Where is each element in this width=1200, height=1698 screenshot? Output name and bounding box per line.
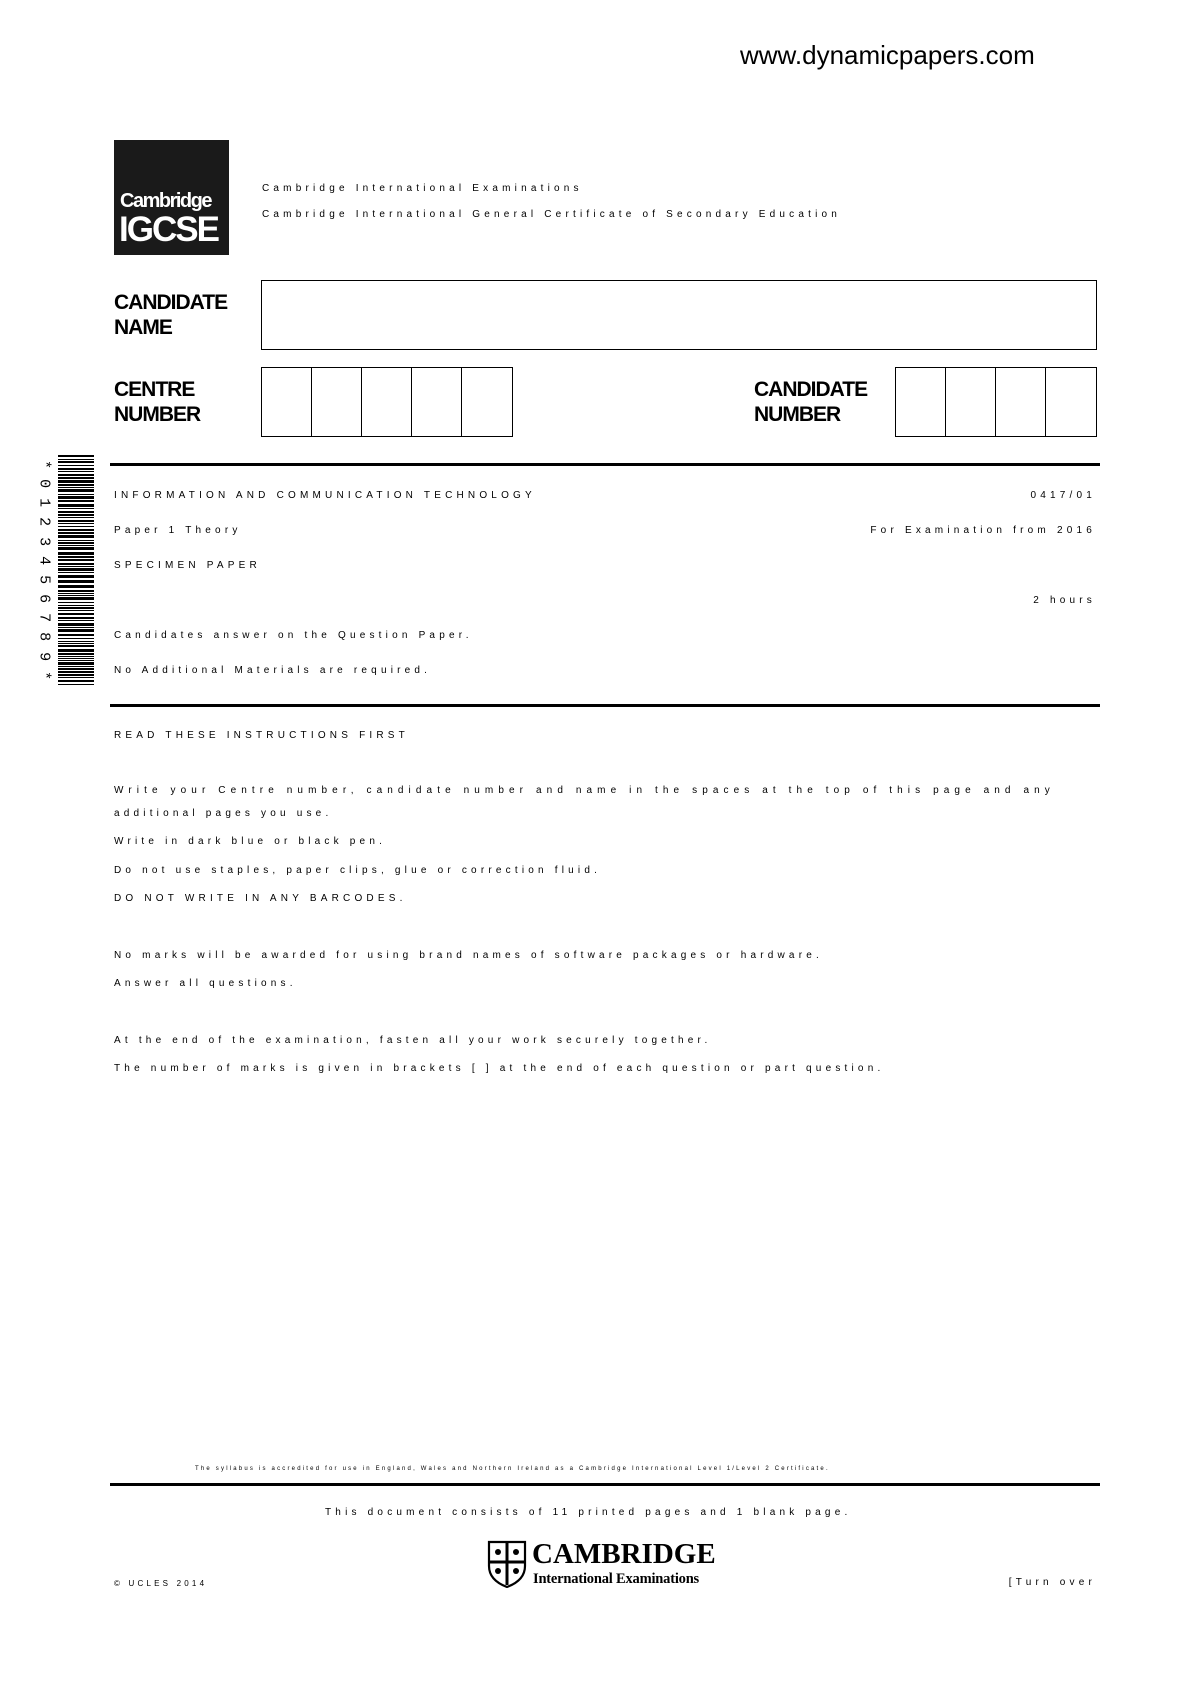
- candidate-number-label: [754, 377, 867, 427]
- barcode-bar: [58, 595, 94, 596]
- brand-subtitle: International Examinations: [533, 1571, 700, 1587]
- instruction-line: DO NOT WRITE IN ANY BARCODES.: [114, 893, 407, 904]
- barcode-bar: [58, 489, 94, 492]
- barcode-bar: [58, 455, 94, 457]
- instruction-line: Do not use staples, paper clips, glue or correction fluid.: [114, 865, 602, 876]
- barcode-bar: [58, 627, 94, 628]
- duration: 2 hours: [1033, 595, 1096, 606]
- barcode-bar: [58, 468, 94, 470]
- barcode-bar: [58, 487, 94, 488]
- barcode-bar: [58, 585, 94, 588]
- barcode-digit: 0: [35, 479, 53, 489]
- bottom-rule: [110, 1483, 1100, 1486]
- candidate-name-field[interactable]: [261, 280, 1097, 350]
- barcode-bar: [58, 620, 94, 621]
- barcode-bar: [58, 575, 94, 578]
- syllabus-note: The syllabus is accredited for use in England, Wales and Northern Ireland as a Cambridge International Level 1/Level 2 Certificate.: [195, 1466, 830, 1472]
- brand-name: CAMBRIDGE: [532, 1538, 716, 1570]
- copyright: © UCLES 2014: [114, 1579, 208, 1588]
- pages-note: This document consists of 11 printed pages and 1 blank page.: [325, 1507, 852, 1518]
- barcode-bar: [58, 668, 94, 670]
- candidate-number-label-line1: CANDIDATE: [754, 378, 868, 401]
- barcode-bar: [58, 649, 94, 652]
- barcode-bar: [58, 563, 94, 565]
- barcode-bar: [58, 568, 94, 571]
- barcode-bar: [58, 602, 94, 603]
- barcode-bar: [58, 504, 94, 507]
- barcode-bar: [58, 474, 94, 476]
- barcode-bar: [58, 500, 94, 502]
- turn-over: [Turn over: [1008, 1577, 1096, 1588]
- barcode-bar: [58, 508, 94, 509]
- barcode-bar: [58, 540, 94, 541]
- barcode-bar: [58, 597, 94, 600]
- barcode-bar: [58, 680, 94, 682]
- barcode-bar: [58, 526, 94, 527]
- barcode-bar: [58, 638, 94, 639]
- qualification: Cambridge International General Certificate of Secondary Education: [262, 209, 842, 220]
- barcode-bar: [58, 671, 94, 673]
- centre-number-divider: [361, 368, 362, 436]
- top-rule: [110, 463, 1100, 466]
- barcode-bar: [58, 484, 94, 486]
- candidate-number-field[interactable]: [895, 367, 1097, 437]
- barcode-bar: [58, 610, 94, 611]
- answer-on: Candidates answer on the Question Paper.: [114, 630, 473, 641]
- instruction-line: Answer all questions.: [114, 978, 297, 989]
- barcode-digit: 2: [35, 517, 53, 527]
- candidate-number-label-line2: NUMBER: [754, 403, 841, 426]
- barcode-bar: [58, 480, 94, 483]
- barcode-digit: 8: [35, 632, 53, 642]
- barcode-digit: 1: [35, 498, 53, 508]
- candidate-number-divider: [1045, 368, 1046, 436]
- barcode-bar: [58, 593, 94, 594]
- barcode-digit: 9: [35, 651, 53, 661]
- cambridge-crest-icon: [487, 1540, 527, 1588]
- barcode-bar: [58, 617, 94, 619]
- centre-number-label: [114, 377, 200, 427]
- barcode-bar: [58, 523, 94, 524]
- barcode-bar: [58, 552, 94, 555]
- barcode-bar: [58, 556, 94, 558]
- barcode-bar: [58, 471, 94, 472]
- barcode-bar: [58, 666, 94, 667]
- barcode-bar: [58, 580, 94, 583]
- instruction-line: Write in dark blue or black pen.: [114, 836, 387, 847]
- centre-number-label-line1: CENTRE: [114, 378, 195, 401]
- barcode-bar: [58, 461, 94, 463]
- centre-number-field[interactable]: [261, 367, 513, 437]
- exam-board: Cambridge International Examinations: [262, 183, 583, 194]
- paper-name: Paper 1 Theory: [114, 525, 242, 536]
- barcode-digit: 5: [35, 575, 53, 585]
- barcode-digit: 6: [35, 594, 53, 604]
- barcode-bar: [58, 572, 94, 573]
- barcode-bar: [58, 532, 94, 534]
- candidate-number-divider: [995, 368, 996, 436]
- barcode-bar: [58, 459, 94, 460]
- centre-number-label-line2: NUMBER: [114, 403, 201, 426]
- barcode-bar: [58, 634, 94, 636]
- instruction-line: The number of marks is given in brackets [ ] at the end of each question or part question.: [114, 1063, 885, 1074]
- barcode-bar: [58, 613, 94, 615]
- instructions-heading: READ THESE INSTRUCTIONS FIRST: [114, 730, 409, 741]
- instruction-line: At the end of the examination, fasten all your work securely together.: [114, 1035, 712, 1046]
- barcode-bar: [58, 547, 94, 550]
- barcode-bar: [58, 590, 94, 592]
- barcode-bar: [58, 605, 94, 606]
- barcode-bar: [58, 559, 94, 561]
- barcode-bar: [58, 496, 94, 499]
- barcode-bar: [58, 674, 94, 676]
- subject-title: INFORMATION AND COMMUNICATION TECHNOLOGY: [114, 490, 536, 501]
- specimen-paper: SPECIMEN PAPER: [114, 560, 261, 571]
- candidate-name-label-line1: CANDIDATE: [114, 291, 228, 314]
- barcode-bar: [58, 662, 94, 665]
- instruction-line: Write your Centre number, candidate number and name in the spaces at the top of this page and any: [114, 785, 1055, 796]
- barcode-bar: [58, 477, 94, 479]
- materials: No Additional Materials are required.: [114, 665, 432, 676]
- barcode-digit: 3: [35, 536, 53, 546]
- barcode-bar: [58, 641, 94, 642]
- barcode-bar: [58, 677, 94, 678]
- syllabus-code: 0417/01: [1030, 490, 1096, 501]
- barcode: [58, 455, 94, 685]
- barcode-bar: [58, 656, 94, 657]
- barcode-digit: *: [35, 460, 53, 470]
- centre-number-divider: [411, 368, 412, 436]
- instruction-line: No marks will be awarded for using brand names of software packages or hardware.: [114, 950, 823, 961]
- barcode-bar: [58, 520, 94, 522]
- barcode-digits: [36, 455, 52, 685]
- barcode-bar: [58, 660, 94, 661]
- barcode-bar: [58, 514, 94, 516]
- barcode-bar: [58, 529, 94, 531]
- barcode-bar: [58, 623, 94, 626]
- instruction-line: additional pages you use.: [114, 808, 333, 819]
- barcode-bar: [58, 658, 94, 659]
- cambridge-igcse-logo: [114, 140, 229, 255]
- barcode-bar: [58, 629, 94, 632]
- barcode-digit: *: [35, 670, 53, 680]
- logo-line2: IGCSE: [119, 210, 218, 249]
- barcode-bar: [58, 645, 94, 647]
- barcode-bar: [58, 545, 94, 546]
- middle-rule: [110, 704, 1100, 707]
- barcode-bar: [58, 542, 94, 544]
- candidate-name-label: [114, 290, 227, 340]
- centre-number-divider: [311, 368, 312, 436]
- candidate-number-divider: [945, 368, 946, 436]
- barcode-bar: [58, 684, 94, 685]
- barcode-digit: 4: [35, 555, 53, 565]
- watermark-url: www.dynamicpapers.com: [740, 40, 1035, 70]
- barcode-bar: [58, 566, 94, 567]
- barcode-bar: [58, 535, 94, 538]
- barcode-bar: [58, 653, 94, 655]
- centre-number-divider: [461, 368, 462, 436]
- barcode-bar: [58, 465, 94, 466]
- candidate-name-label-line2: NAME: [114, 316, 172, 339]
- barcode-bar: [58, 511, 94, 513]
- exam-from: For Examination from 2016: [870, 525, 1096, 536]
- barcode-digit: 7: [35, 613, 53, 623]
- barcode-bar: [58, 607, 94, 609]
- cambridge-brand: [487, 1540, 727, 1590]
- logo-line1: Cambridge: [120, 190, 211, 212]
- barcode-bar: [58, 517, 94, 518]
- barcode-bar: [58, 643, 94, 644]
- barcode-bar: [58, 494, 94, 495]
